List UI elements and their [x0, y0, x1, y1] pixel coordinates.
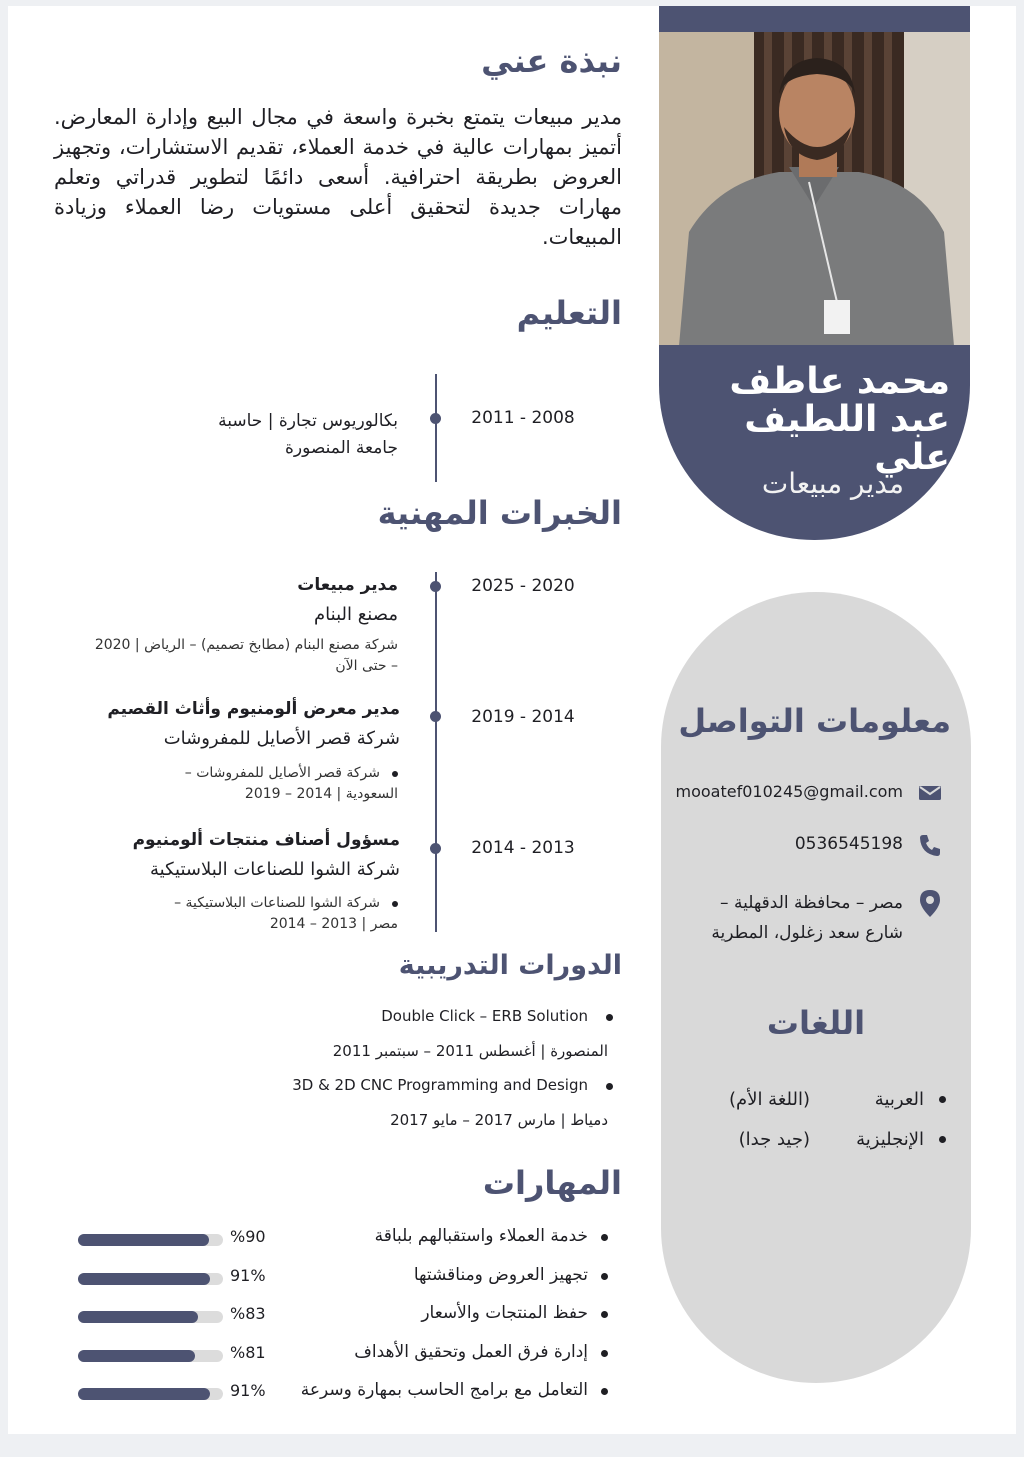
experience-detail-line: شركة مصنع البنام (مطابخ تصميم) – الرياض | 2020	[94, 637, 398, 653]
skill-bar-fill	[78, 1388, 210, 1400]
bullet-dot	[601, 1388, 608, 1395]
experience-company: مصنع البنام	[314, 604, 398, 625]
skill-bar-track	[78, 1234, 223, 1246]
bullet-dot	[392, 901, 398, 907]
bullet-dot	[606, 1083, 613, 1090]
photo-top-bar	[659, 6, 970, 32]
phone-text[interactable]: 0536545198	[794, 834, 903, 854]
education-date: 2011 - 2008	[471, 408, 575, 428]
timeline-dot	[430, 711, 441, 722]
skill-bar-fill	[78, 1311, 198, 1323]
skill-row	[78, 1226, 608, 1250]
education-heading: التعليم	[516, 294, 622, 332]
skills-heading: المهارات	[482, 1164, 622, 1202]
envelope-icon	[917, 780, 943, 806]
bullet-dot	[601, 1273, 608, 1280]
profile-photo	[659, 32, 970, 346]
location-pin-icon	[917, 888, 943, 918]
bullet-dot	[601, 1350, 608, 1357]
skill-label: حفظ المنتجات والأسعار	[421, 1303, 588, 1323]
about-heading: نبذة عني	[481, 42, 622, 80]
skill-name	[375, 1226, 608, 1246]
experience-date: 2019 - 2014	[471, 707, 575, 727]
skill-label: تجهيز العروض ومناقشتها	[413, 1264, 588, 1285]
experience-detail-line: شركة قصر الأصايل للمفروشات –	[184, 765, 380, 781]
language-name: الإنجليزية	[856, 1129, 924, 1150]
experience-title: مسؤول أصناف منتجات ألومنيوم	[132, 830, 400, 850]
experience-title: مدير معرض ألومنيوم وأثاث القصيم	[107, 699, 400, 719]
language-level: (اللغة الأم)	[729, 1089, 810, 1110]
experience-detail-line: – حتى الآن	[335, 658, 398, 674]
course-item	[258, 1007, 588, 1025]
name-line-2: عبد اللطيف علي	[744, 399, 950, 478]
education-degree: بكالوريوس تجارة | حاسبة	[218, 411, 398, 431]
skill-bar-fill	[78, 1234, 209, 1246]
experience-timeline-line	[435, 572, 437, 932]
contact-heading: معلومات التواصل	[678, 702, 951, 740]
address-line-2: شارع سعد زغلول، المطرية	[711, 923, 903, 943]
experience-detail	[128, 763, 398, 805]
experience-detail	[128, 893, 398, 935]
experience-detail-line: شركة الشوا للصناعات البلاستيكية –	[174, 895, 380, 911]
skill-row	[78, 1342, 608, 1366]
timeline-dot	[430, 843, 441, 854]
contact-panel	[661, 592, 971, 1383]
course-name: 3D & 2D CNC Programming and Design	[292, 1076, 588, 1094]
address-text	[711, 888, 903, 948]
languages-heading: اللغات	[766, 1004, 866, 1042]
bullet-dot	[601, 1234, 608, 1241]
skill-row	[78, 1303, 608, 1327]
course-name: Double Click – ERB Solution	[381, 1007, 588, 1025]
skill-bar-fill	[78, 1350, 195, 1362]
skill-label: التعامل مع برامج الحاسب بمهارة وسرعة	[300, 1380, 588, 1400]
about-text: مدير مبيعات يتمتع بخبرة واسعة في مجال البيع وإدارة المعارض. أتميز بمهارات عالية في خدمة العملاء، تقديم الاستشارات، وتجهيز العروض بطريقة احترافية. أسعى دائمًا لتطوير قدراتي وتعلم مهارات جديدة لتحقيق أعلى مستويات رضا العملاء وزيادة المبيعات.	[54, 105, 622, 249]
course-item	[258, 1076, 588, 1094]
address-line-1: مصر – محافظة الدقهلية –	[720, 893, 903, 913]
experience-date: 2025 - 2020	[471, 576, 575, 596]
bullet-dot	[606, 1014, 613, 1021]
skill-bar-track	[78, 1350, 223, 1362]
skill-bar-track	[78, 1273, 223, 1285]
skill-row	[78, 1380, 608, 1404]
skill-name	[354, 1342, 608, 1362]
skill-name	[421, 1303, 608, 1323]
experience-detail	[68, 635, 398, 677]
skill-row	[78, 1265, 608, 1289]
bullet-dot	[392, 771, 398, 777]
full-name	[659, 363, 970, 477]
timeline-dot	[430, 581, 441, 592]
experience-detail-line: السعودية | 2014 – 2019	[244, 786, 398, 802]
name-line-1: محمد عاطف	[729, 361, 950, 402]
skill-name	[301, 1380, 608, 1400]
skill-bar-fill	[78, 1273, 210, 1285]
skill-percent: %90	[230, 1227, 266, 1246]
bullet-dot	[601, 1311, 608, 1318]
education-timeline-line	[435, 374, 437, 482]
cv-page	[8, 6, 1016, 1434]
skill-bar-track	[78, 1311, 223, 1323]
skill-bar-track	[78, 1388, 223, 1400]
bullet-dot	[939, 1136, 946, 1143]
education-details	[98, 408, 398, 462]
skill-percent: %81	[230, 1342, 266, 1362]
experience-title: مدير مبيعات	[297, 575, 398, 595]
bullet-dot	[939, 1096, 946, 1103]
course-detail: دمياط | مارس 2017 – مايو 2017	[390, 1111, 608, 1129]
phone-icon	[917, 832, 943, 858]
courses-heading: الدورات التدريبية	[398, 950, 622, 981]
name-banner	[659, 345, 970, 540]
language-level: (جيد جدا)	[738, 1129, 810, 1150]
skill-name	[414, 1265, 608, 1285]
skill-label: خدمة العملاء واستقبالهم بلباقة	[374, 1226, 588, 1246]
skill-percent: %83	[230, 1304, 266, 1323]
skill-label: إدارة فرق العمل وتحقيق الأهداف	[354, 1341, 588, 1362]
skill-percent: 91%	[230, 1381, 266, 1400]
email-text[interactable]: mooatef010245@gmail.com	[675, 782, 903, 801]
experience-company: شركة قصر الأصايل للمفروشات	[163, 728, 400, 749]
experience-detail-line: مصر | 2013 – 2014	[269, 916, 398, 932]
job-title: مدير مبيعات	[761, 467, 904, 500]
experience-date: 2014 - 2013	[471, 838, 575, 858]
course-detail: المنصورة | أغسطس 2011 – سبتمبر 2011	[332, 1042, 608, 1060]
language-name: العربية	[874, 1089, 924, 1110]
education-school: جامعة المنصورة	[284, 438, 398, 458]
timeline-dot	[430, 413, 441, 424]
skill-percent: 91%	[230, 1265, 266, 1285]
experience-heading: الخبرات المهنية	[377, 494, 622, 532]
experience-company: شركة الشوا للصناعات البلاستيكية	[149, 859, 400, 880]
